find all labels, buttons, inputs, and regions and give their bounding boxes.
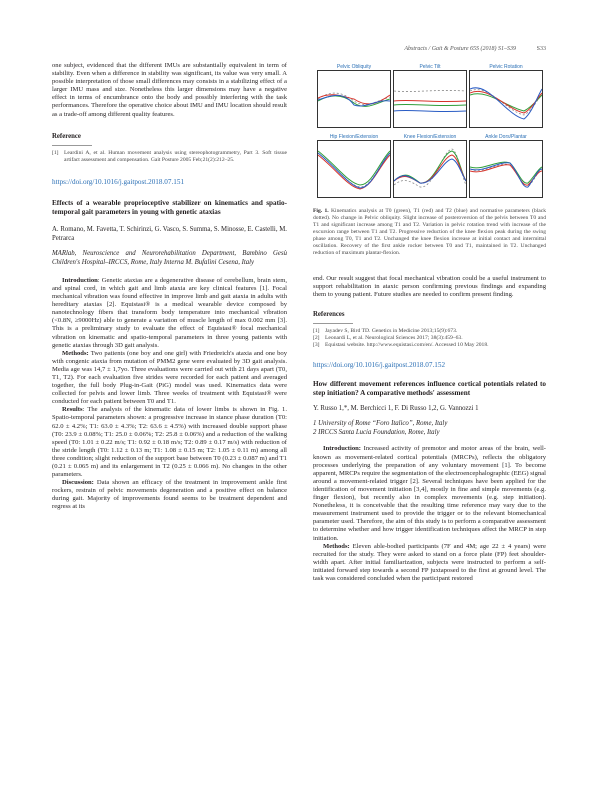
abstract-title: How different movement references influence cortical potentials related to step initiation? A comparative methods' assessment: [313, 380, 546, 398]
figure-panel: Ankle Dors/Plantar: [469, 140, 543, 198]
pelvic-tilt-plot: [394, 71, 466, 127]
abstract-title: Effects of a wearable proprioceptive stabilizer on kinematics and spatio-temporal gait parameters in young with genetic ataxias: [52, 198, 287, 216]
doi-link[interactable]: https://doi.org/10.1016/j.gaitpost.2018.07.152: [313, 361, 446, 370]
affiliation: MARlab, Neuroscience and Neurorehabilitation Department, Bambino Gesù Children's Hospital–IRCCS, Rome, Italy Interna M. Bufalini Cesena, Italy: [52, 249, 287, 266]
pelvic-obliquity-plot: [318, 71, 390, 127]
ankle-dorsiflexion-plot: [470, 141, 542, 197]
results-paragraph: Results: The analysis of the kinematic data of lower limbs is shown in Fig. 1. Spatio-temporal parameters shown: a progressive increase in stance phase duration (T0: 62.0 ± 4.2%; T1: 63.0 ± 4.3%; T2: 63.6 ± 4.5%) with increased double support phase (T0: 23.9 ± 0.08%; T1: 25.0 ± 0.06%; T2: 25.8 ± 0.06%) and a reduction of the walking speed (T0: 1.01 ± 0.22 m/s; T1: 0.92 ± 0.18 m/s; T2: 0.89 ± 0.17 m/s) with reduction of the stride length (T0: 1.12 ± 0.13 m; T1: 1.08 ± 0.15 m; T2: 1.05 ± 0.11 m) among all three condition; slight reduction of the support base between T0 (0.23 ± 0.087 m) and T1 (0.21 ± 0.065 m) and its enlargement in T2 (0.25 ± 0.066 m). No changes in the other parameters.: [52, 406, 287, 479]
references-heading: References: [313, 311, 345, 319]
discussion-paragraph: Discussion: Data shown an efficacy of the treatment in improvement ankle first rockers, restrain of pelvic movements degeneration and a positive effect on balance during gait. Majority of improvements found seems to be treatment dependent and regress at its: [52, 479, 287, 511]
references-heading: Reference: [52, 132, 81, 140]
right-column: [313, 62, 546, 583]
figure-panel: Pelvic Tilt: [393, 70, 467, 128]
figure-panel: Pelvic Rotation: [469, 70, 543, 128]
figure-panel: Knee Flexion/Extension: [393, 140, 467, 198]
divider: [52, 145, 92, 146]
paragraph-conclusion: end. Our result suggest that focal mechanical vibration could be a useful instrument to support rehabilitation in ataxic person confirming previous findings and expanding them to young patient. Future studies are needed to confirm present finding.: [313, 275, 546, 299]
figure-caption: Fig. 1. Kinematics analysis at T0 (green), T1 (red) and T2 (blue) and normative parameters (black dotted). No change in Pelvic obliquity. Slight increase of posteroversion of the pelvis between T0 and T1 and significant increase among T1 and T2. Variation in pelvic rotation trend with increase of the excursion range between T1 and T2. Progressive reduction of the knee flexion peak during the swing phase among T0, T1 and T2. Unchanged the knee flexion increase at initial contact and intermittal oscillation. Recovery of the first ankle rocker between T0 and T1, maintained in T2. Unchanged reduction of maximum plantar-flexion.: [313, 208, 546, 256]
journal-citation: Abstracts / Gait & Posture 65S (2018) S1–S39: [404, 46, 516, 52]
reference-item: [2] Leonardi L, et al. Neurological Sciences 2017; 38(3):459–63.: [313, 335, 463, 342]
affiliation: 2 IRCCS Santa Lucia Foundation, Rome, Italy: [313, 429, 440, 437]
paragraph-continuation: one subject, evidenced that the different IMUs are substantially equivalent in term of stability. Even when a difference in stability was significant, its value was very small. A possible interpretation of those small differences may consists in a stabilizing effect of a larger IMU mass and size. Nonetheless this larger dimensions may have a negative effect in terms of encumbrance onto the body and possibly interfering with the task performances. Therefore the operative choice about IMU and IMU location should result as a trade-off among different quality features.: [52, 62, 287, 118]
affiliation: 1 University of Rome “Foro Italico”, Rome, Italy: [313, 420, 448, 428]
author-list: Y. Russo 1,*, M. Berchicci 1, F. Di Russo 1,2, G. Vannozzi 1: [313, 405, 479, 413]
figure-panel: Hip Flexion/Extension: [317, 140, 391, 198]
introduction-paragraph: Introduction: Genetic ataxias are a degenerative disease of cerebellum, brain stem, and spinal cord, in which gait and limb ataxia are key clinical features [1]. Focal mechanical vibration was found effective in improve limb and gait ataxia in adults with hereditary ataxias [2]. Equistasi® is a medical wearable device composed by nanotechnology fibers that transform body temperature into mechanical vibration (<0.8N, ≥9000Hz) able to generate a variation of muscle length of max 0.002 mm [3]. This is a preliminary study to evaluate the effect of Equistasi® focal mechanical vibration on kinematic and spatio-temporal parameters in three young patients with genetic ataxias through 3D gait analysis.: [52, 276, 287, 349]
figure-panel: Pelvic Obliquity: [317, 70, 391, 128]
page-number: S33: [536, 46, 546, 52]
methods-paragraph: Methods: Two patients (one boy and one girl) with Friedreich's ataxia and one boy with congenic ataxia from mutation of PMM2 gene were evaluated by 3D gait analysis. Media age was 14,7 ± 1,7yo. Three evaluations were carried out with 21 days apart (T0, T1, T2). For each evaluation five strides were recorded for each patient and averaged together, the full body Plug-in-Gait (PiG) model was used. Kinematics data were collected for pelvis and lower limb. Three weeks of treatment with Equistasi® were conducted for each patient between T0 and T1.: [52, 349, 287, 406]
reference-item: [1] Jayadev S, Bird TD. Genetics in Medicine 2013;15(9):673.: [313, 328, 458, 335]
doi-link[interactable]: https://doi.org/10.1016/j.gaitpost.2018.07.151: [52, 177, 185, 186]
hip-flexion-plot: [318, 141, 390, 197]
knee-flexion-plot: [394, 141, 466, 197]
reference-item: [3] Equistasi website. http://www.equistasi.com/en/. Accessed 10 May 2018.: [313, 342, 489, 349]
divider: [313, 323, 353, 324]
introduction-paragraph: Introduction: Increased activity of premotor and motor areas of the brain, well-known as movement-related cortical potentials (MRCPs), reflects the obligatory processes underlying the preparation of any voluntary movement [1]. To become apparent, MRCPs require the segmentation of the electroencephalographic (EEG) signal around a movement-related trigger [2]. Several techniques have been applied for the identification of movement initiation [3,4], mostly in fine and simple movements (e.g. finger flexion), but recently also in complex movements (e.g. step initiation). Nonetheless, it is conceivable that the resulting time reference may vary due to the measurement instrument used to provide the trigger or to the relevant biomechanical parameter used. Therefore, the aim of this study is to perform a comparative assessment to determine whether and how trigger identification techniques affect the MRCP in step initiation.: [313, 445, 546, 542]
reference-item: [1] Leardini A, et al. Human movement analysis using stereophotogrammetry, Part 3. Soft tissue artifact assessment and compensation. Gait Posture 2005 Feb;21(2):212–25.: [52, 149, 287, 163]
methods-paragraph: Methods: Eleven able-bodied participants (7F and 4M; age 22 ± 4 years) were recruited for the study. They were asked to stand on a force plate (FP) feet shoulder-width apart. After initial familiarization, subjects were instructed to perform a self-initiated forward step towards a second FP juxtaposed to the first at ground level. The task was considered concluded when the participant restored: [313, 542, 546, 582]
left-column: [52, 62, 287, 512]
pelvic-rotation-plot: [470, 71, 542, 127]
kinematics-figure: [313, 62, 546, 202]
author-list: A. Romano, M. Favetta, T. Schirinzi, G. Vasco, S. Summa, S. Minosse, E. Castelli, M. Petrarca: [52, 225, 287, 242]
